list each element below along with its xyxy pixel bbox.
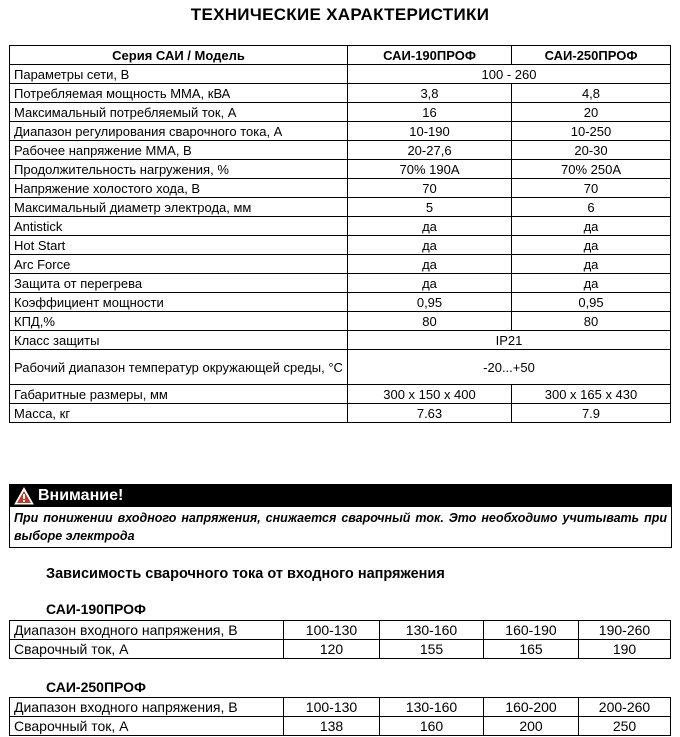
spec-row (10, 331, 671, 350)
row-value: 100-130 (284, 621, 380, 640)
spec-value-sai250: 6 (512, 198, 671, 217)
spec-label: Hot Start (10, 236, 348, 255)
row-value: 250 (579, 717, 671, 736)
spec-row (10, 236, 671, 255)
spec-row (10, 350, 671, 385)
spec-header-row (10, 46, 671, 65)
spec-label: Защита от перегрева (10, 274, 348, 293)
spec-table (9, 45, 671, 423)
spec-row (10, 179, 671, 198)
header-sai250: САИ-250ПРОФ (512, 46, 671, 65)
welding-current-row (10, 717, 671, 736)
row-value: 190-260 (579, 621, 671, 640)
welding-current-row (10, 640, 671, 659)
warning-header (10, 485, 671, 507)
spec-row (10, 274, 671, 293)
spec-label: Рабочее напряжение ММА, В (10, 141, 348, 160)
spec-value-sai250: да (512, 236, 671, 255)
row-value: 200 (484, 717, 579, 736)
spec-row (10, 217, 671, 236)
spec-value-sai250: 4,8 (512, 84, 671, 103)
spec-label: Габаритные размеры, мм (10, 385, 348, 404)
spec-label: Коэффициент мощности (10, 293, 348, 312)
spec-value-merged: IP21 (348, 331, 671, 350)
spec-value-sai190: 16 (348, 103, 512, 122)
spec-value-sai250: 20 (512, 103, 671, 122)
spec-label: Напряжение холостого хода, В (10, 179, 348, 198)
dependency-table-sai190 (9, 620, 671, 659)
spec-value-sai190: 7.63 (348, 404, 512, 423)
spec-value-sai250: да (512, 255, 671, 274)
spec-row (10, 312, 671, 331)
spec-label: Параметры сети, В (10, 65, 348, 84)
row-value: 120 (284, 640, 380, 659)
spec-label: Масса, кг (10, 404, 348, 423)
row-label: Сварочный ток, А (10, 640, 284, 659)
spec-value-sai190: 0,95 (348, 293, 512, 312)
spec-label: Максимальный потребляемый ток, А (10, 103, 348, 122)
spec-value-sai250: 300 х 165 х 430 (512, 385, 671, 404)
spec-value-sai250: 70 (512, 179, 671, 198)
spec-label: Arc Force (10, 255, 348, 274)
spec-value-sai250: да (512, 274, 671, 293)
spec-row (10, 84, 671, 103)
spec-value-sai250: 20-30 (512, 141, 671, 160)
row-value: 155 (380, 640, 484, 659)
warning-triangle-icon (14, 487, 34, 505)
row-value: 130-160 (380, 698, 484, 717)
spec-value-sai190: 3,8 (348, 84, 512, 103)
spec-value-sai190: 300 х 150 х 400 (348, 385, 512, 404)
spec-row (10, 65, 671, 84)
spec-row (10, 160, 671, 179)
header-sai190: САИ-190ПРОФ (348, 46, 512, 65)
spec-value-sai250: да (512, 217, 671, 236)
voltage-range-row (10, 621, 671, 640)
warning-text: При понижении входного напряжения, снижается сварочный ток. Это необходимо учитывать при выборе электрода (14, 511, 667, 543)
spec-row (10, 198, 671, 217)
voltage-range-row (10, 698, 671, 717)
spec-label: Диапазон регулирования сварочного тока, А (10, 122, 348, 141)
spec-label: Максимальный диаметр электрода, мм (10, 198, 348, 217)
spec-value-sai190: 20-27,6 (348, 141, 512, 160)
page-title: ТЕХНИЧЕСКИЕ ХАРАКТЕРИСТИКИ (190, 5, 490, 24)
row-value: 138 (284, 717, 380, 736)
dependency-table-sai250 (9, 697, 671, 736)
spec-label: КПД,% (10, 312, 348, 331)
spec-row (10, 293, 671, 312)
spec-value-sai190: 70 (348, 179, 512, 198)
spec-row (10, 404, 671, 423)
warning-box (9, 484, 672, 548)
row-value: 200-260 (579, 698, 671, 717)
spec-value-sai190: 5 (348, 198, 512, 217)
row-value: 100-130 (284, 698, 380, 717)
spec-value-sai250: 7.9 (512, 404, 671, 423)
spec-value-merged: 100 - 260 (348, 65, 671, 84)
row-label: Диапазон входного напряжения, В (10, 621, 284, 640)
spec-row (10, 141, 671, 160)
spec-value-sai190: да (348, 236, 512, 255)
spec-value-sai250: 0,95 (512, 293, 671, 312)
spec-row (10, 103, 671, 122)
spec-value-sai190: да (348, 255, 512, 274)
spec-value-sai250: 80 (512, 312, 671, 331)
header-model-series: Серия САИ / Модель (10, 46, 348, 65)
model-title-sai190: САИ-190ПРОФ (46, 601, 147, 617)
spec-label: Продолжительность нагружения, % (10, 160, 348, 179)
spec-label: Antistick (10, 217, 348, 236)
spec-row (10, 385, 671, 404)
row-value: 165 (484, 640, 579, 659)
spec-label: Класс защиты (10, 331, 348, 350)
spec-label: Потребляемая мощность ММА, кВА (10, 84, 348, 103)
row-value: 190 (579, 640, 671, 659)
spec-value-sai190: 70% 190А (348, 160, 512, 179)
row-value: 160 (380, 717, 484, 736)
spec-label: Рабочий диапазон температур окружающей среды, °С (10, 350, 348, 385)
spec-row (10, 122, 671, 141)
spec-value-sai190: да (348, 274, 512, 293)
spec-value-sai190: 10-190 (348, 122, 512, 141)
dependency-title: Зависимость сварочного тока от входного напряжения (46, 566, 445, 582)
spec-value-sai190: да (348, 217, 512, 236)
row-value: 160-190 (484, 621, 579, 640)
row-value: 130-160 (380, 621, 484, 640)
spec-row (10, 255, 671, 274)
row-label: Сварочный ток, А (10, 717, 284, 736)
spec-value-sai250: 70% 250А (512, 160, 671, 179)
row-label: Диапазон входного напряжения, В (10, 698, 284, 717)
spec-value-merged: -20...+50 (348, 350, 671, 385)
spec-value-sai250: 10-250 (512, 122, 671, 141)
row-value: 160-200 (484, 698, 579, 717)
model-title-sai250: САИ-250ПРОФ (46, 679, 147, 695)
spec-value-sai190: 80 (348, 312, 512, 331)
warning-heading: Внимание! (38, 487, 124, 504)
